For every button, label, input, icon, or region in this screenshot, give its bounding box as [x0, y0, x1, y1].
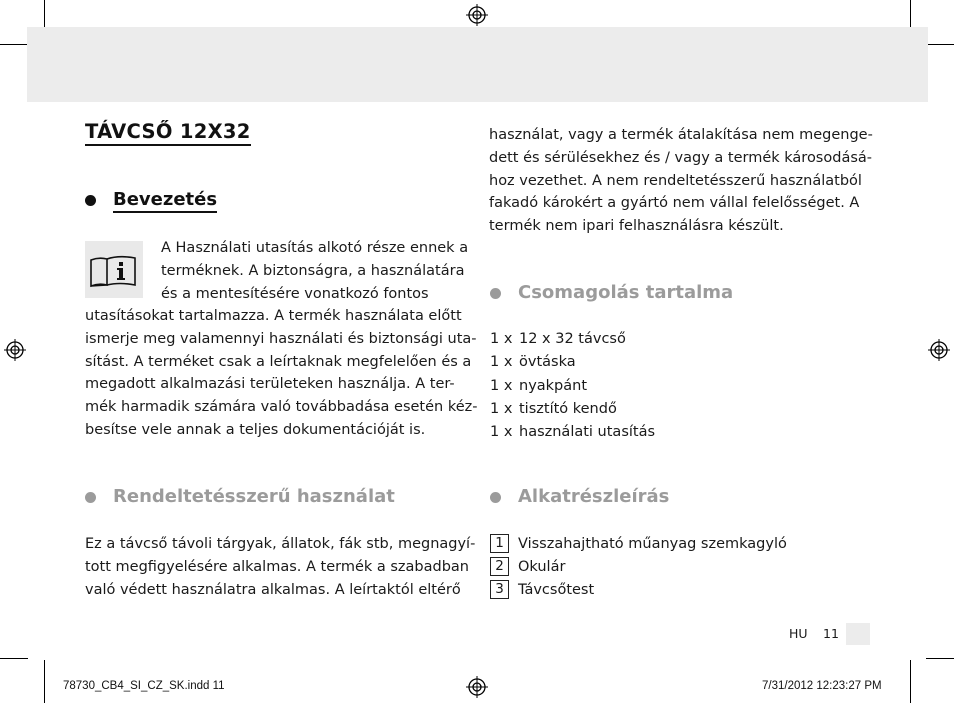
crop-mark	[0, 658, 28, 659]
registration-mark-icon	[466, 676, 488, 698]
crop-mark	[0, 44, 28, 45]
registration-mark-icon	[928, 339, 950, 361]
text-line: Ez a távcső távoli tárgyak, állatok, fák stb, megnagyí-	[85, 536, 476, 552]
text-line: megadott alkalmazási területeken használja. A ter-	[85, 376, 455, 393]
text-line: fakadó károkért a gyártó nem vállal felelősséget. A	[489, 195, 860, 212]
text-line: és a mentesítésére vonatkozó fontos	[161, 285, 429, 302]
info-manual-icon	[85, 241, 143, 298]
part-number: 2	[490, 557, 509, 576]
crop-mark	[44, 660, 45, 703]
intro-text-wrapped	[161, 237, 468, 305]
text-line: használat, vagy a termék átalakítása nem megenge-	[489, 127, 873, 143]
intended-use-text-continued	[489, 124, 873, 238]
bullet-icon	[85, 492, 96, 503]
intended-use-text	[85, 533, 475, 601]
slug-filename: 78730_CB4_SI_CZ_SK.indd 11	[63, 680, 225, 692]
page-number: 11	[823, 626, 839, 641]
page-tab-marker	[846, 623, 870, 645]
text-line: sítást. A terméket csak a leírtaknak megfelelően és a	[85, 353, 472, 370]
text-line: hoz vezethet. A nem rendeltetésszerű használatból	[489, 172, 862, 189]
page-title: TÁVCSŐ 12X32	[85, 120, 251, 146]
registration-mark-icon	[466, 4, 488, 26]
slug-timestamp: 7/31/2012 12:23:27 PM	[762, 680, 882, 692]
text-line: terméknek. A biztonságra, a használatára	[161, 262, 465, 279]
bullet-icon	[490, 288, 501, 299]
text-line: termék nem ipari felhasználásra készült.	[489, 218, 784, 235]
text-line: utasításokat tartalmazza. A termék használata előtt	[85, 308, 462, 324]
registration-mark-icon	[4, 339, 26, 361]
text-line: dett és sérülésekhez és / vagy a termék károsodásá-	[489, 149, 872, 166]
bullet-icon	[490, 492, 501, 503]
text-line: A Használati utasítás alkotó része ennek a	[161, 240, 469, 256]
text-line: besítse vele annak a teljes dokumentációját is.	[85, 421, 426, 438]
crop-mark	[926, 44, 954, 45]
text-line: való védett használatra alkalmas. A leírtaktól eltérő	[85, 581, 461, 598]
crop-mark	[910, 660, 911, 703]
text-line: tott megfigyelésére alkalmas. A termék a szabadban	[85, 558, 469, 575]
text-line: ismerje meg valamennyi használati és biztonsági uta-	[85, 330, 477, 347]
bullet-icon	[85, 195, 96, 206]
crop-mark	[926, 658, 954, 659]
header-band	[27, 27, 928, 102]
part-number: 1	[490, 534, 509, 553]
text-line: mék harmadik számára való továbbadása esetén kéz-	[85, 399, 478, 416]
part-number: 3	[490, 580, 509, 599]
page-language: HU	[789, 626, 808, 641]
intro-text	[85, 305, 477, 442]
